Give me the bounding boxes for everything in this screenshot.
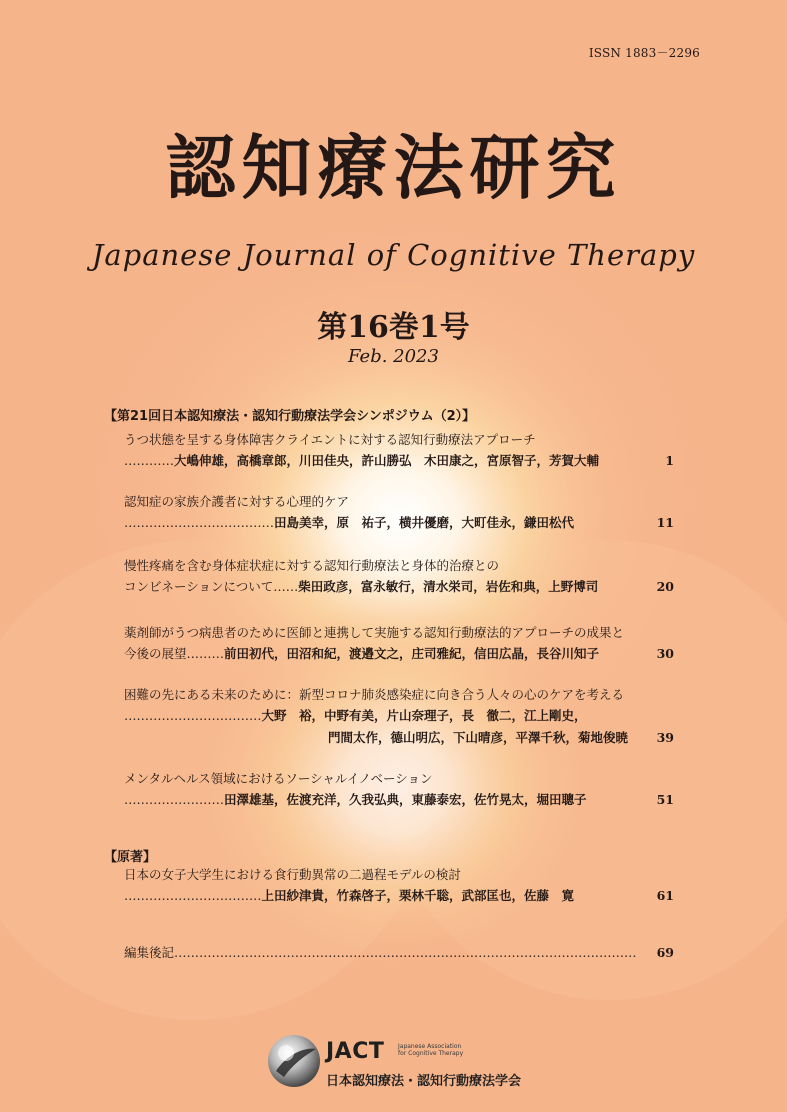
journal-title-english: Japanese Journal of Cognitive Therapy [91, 238, 696, 272]
article-title: 困難の先にある未来のために：新型コロナ肺炎感染症に向き合う人々の心のケアを考える [124, 687, 625, 702]
jact-logo-icon [266, 1033, 322, 1089]
leader-dots: ……………………………… [124, 515, 274, 530]
society-logo [266, 1033, 566, 1093]
article-title: メンタルヘルス領域におけるソーシャルイノベーション [124, 771, 433, 786]
author-line [124, 705, 674, 727]
leader-dots: コンビネーションについて…… [124, 579, 299, 594]
article-title: うつ状態を呈する身体障害クライエントに対する認知行動療法アプローチ [124, 432, 536, 447]
author-line [124, 727, 674, 749]
page-number: 61 [656, 888, 674, 903]
authors: 大野 裕，中野有美，片山奈理子，長 徹二，江上剛史， [261, 708, 587, 723]
leader-dots: ………… [124, 453, 174, 468]
leader-dots: …………………………… [124, 888, 262, 903]
leader-dots: …………………… [124, 792, 224, 807]
toc-entry[interactable] [124, 769, 674, 811]
page-number: 69 [656, 945, 674, 960]
page-number: 30 [656, 646, 674, 661]
toc-entry-editorial[interactable] [124, 942, 674, 964]
section-heading: 【原著】 [104, 850, 157, 865]
leader-dots: 今後の展望……… [124, 646, 225, 661]
article-title: 薬剤師がうつ病患者のために医師と連携して実施する認知行動療法的アプローチの成果と [124, 625, 625, 640]
logo-japanese-name: 日本認知療法・認知行動療法学会 [326, 1074, 522, 1089]
issue-date: Feb. 2023 [348, 346, 439, 367]
volume-issue: 第16巻1号 [317, 310, 470, 345]
toc-entry[interactable] [124, 430, 674, 472]
authors: 前田初代，田沼和紀，渡邉文之，庄司雅紀，信田広晶，長谷川知子 [224, 646, 600, 661]
authors: 門間太作，德山明広，下山晴彦，平澤千秋，菊地俊暁 [327, 730, 628, 745]
author-line [124, 512, 674, 534]
page-number: 11 [656, 515, 674, 530]
page-number: 39 [656, 730, 674, 745]
section-heading: 【第21回日本認知療法・認知行動療法学会シンポジウム（2）】 [104, 409, 476, 424]
page-number: 51 [656, 792, 674, 807]
editorial-title: 編集後記 [124, 945, 175, 960]
leader-dots: …………………………… [124, 708, 262, 723]
authors: 田島美幸，原 祐子，横井優磨，大町佳永，鎌田松代 [274, 515, 575, 530]
author-line [124, 450, 674, 472]
authors: 田澤雄基，佐渡充洋，久我弘典，東藤泰宏，佐竹晃太，堀田聰子 [224, 792, 587, 807]
journal-title: 認知療法研究 [165, 126, 622, 209]
toc-entry[interactable] [124, 492, 674, 534]
author-line [124, 576, 674, 598]
author-line [124, 643, 674, 665]
logo-abbreviation: JACT [326, 1039, 385, 1064]
author-line [124, 885, 674, 907]
page-number: 1 [665, 453, 674, 468]
page-number: 20 [656, 579, 674, 594]
editorial-line [124, 942, 674, 964]
authors: 柴田政彦，富永敏行，清水栄司，岩佐和典，上野博司 [298, 579, 599, 594]
authors: 上田紗津貴，竹森啓子，栗林千聡，武部匡也，佐藤 寛 [261, 888, 575, 903]
author-line [124, 789, 674, 811]
authors: 大嶋伸雄，高橋章郎，川田佳央，許山勝弘 木田康之，宮原智子，芳賀大輔 [174, 453, 600, 468]
toc-entry[interactable] [124, 685, 674, 749]
toc-entry[interactable] [124, 623, 674, 665]
leader-dots: ………………………………………………………………………………………………… [174, 945, 637, 960]
logo-english-name: Japanese Association for Cognitive Therapy [398, 1043, 464, 1057]
issn: ISSN 1883－2296 [588, 46, 700, 60]
article-title: 日本の女子大学生における食行動異常の二過程モデルの検討 [124, 867, 461, 882]
article-title: 認知症の家族介護者に対する心理的ケア [124, 494, 350, 509]
article-title: 慢性疼痛を含む身体症状症に対する認知行動療法と身体的治療との [124, 558, 500, 573]
toc-entry[interactable] [124, 865, 674, 907]
toc-entry[interactable] [124, 556, 674, 598]
